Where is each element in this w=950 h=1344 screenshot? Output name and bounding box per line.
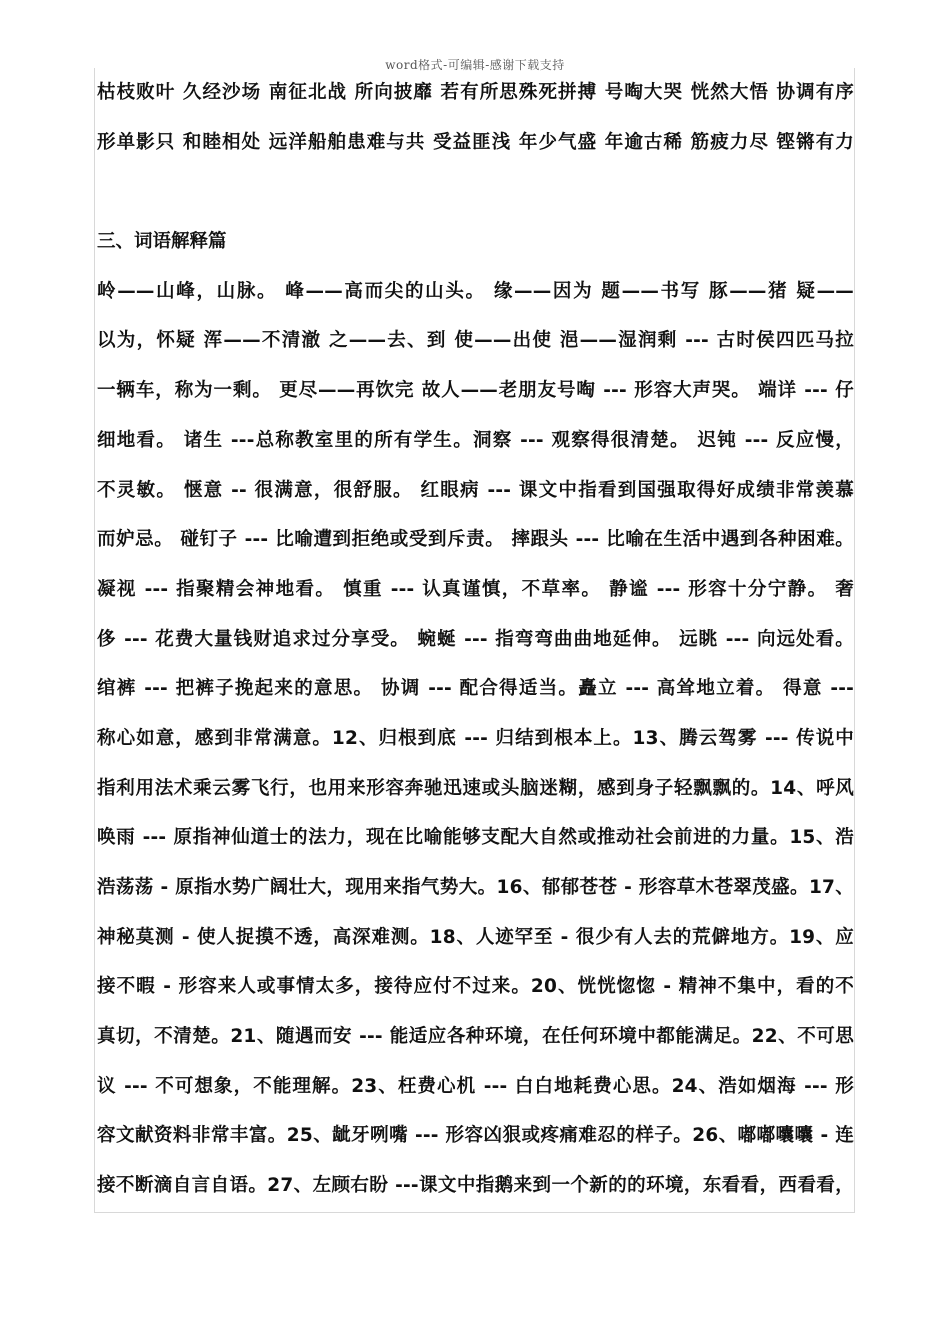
definition-line: 绾裤 --- 把裤子挽起来的意思。 协调 --- 配合得适当。矗立 --- 高耸地立着。 得意 --- (97, 678, 854, 700)
definition-line: 以为，怀疑 浑——不清澈 之——去、到 使——出使 浥——湿润剩 --- 古时侯四匹马拉 (97, 330, 854, 352)
definition-line: 而妒忌。 碰钉子 --- 比喻遭到拒绝或受到斥责。 摔跟头 --- 比喻在生活中遇到各种困难。 (97, 529, 854, 551)
definition-line: 一辆车，称为一剩。 更尽——再饮完 故人——老朋友号啕 --- 形容大声哭。 端详 --- 仔 (97, 380, 854, 402)
document-body (97, 68, 854, 1211)
definition-line: 称心如意，感到非常满意。12、归根到底 --- 归结到根本上。13、腾云驾雾 --- 传说中 (97, 727, 854, 749)
definition-line: 侈 --- 花费大量钱财追求过分享受。 蜿蜒 --- 指弯弯曲曲地延伸。 远眺 --- 向远处看。 (97, 628, 854, 650)
definition-line: 岭——山峰，山脉。 峰——高而尖的山头。 缘——因为 题——书写 豚——猪 疑—— (97, 280, 854, 302)
definition-line: 唤雨 --- 原指神仙道士的法力，现在比喻能够支配大自然或推动社会前进的力量。15、浩 (97, 827, 854, 849)
idiom-line: 形单影只 和睦相处 远洋船舶患难与共 受益匪浅 年少气盛 年逾古稀 筋疲力尽 铿锵有力 (97, 131, 854, 153)
definition-line: 细地看。 诸生 ---总称教室里的所有学生。洞察 --- 观察得很清楚。 迟钝 --- 反应慢， (97, 429, 854, 451)
definition-line: 议 --- 不可想象，不能理解。23、枉费心机 --- 白白地耗费心思。24、浩如烟海 --- 形 (97, 1075, 854, 1097)
page-header: word格式-可编辑-感谢下载支持 (385, 58, 565, 72)
definition-line: 神秘莫测 - 使人捉摸不透，高深难测。18、人迹罕至 - 很少有人去的荒僻地方。19、应 (97, 926, 854, 948)
definition-line: 容文献资料非常丰富。25、龇牙咧嘴 --- 形容凶狠或疼痛难忍的样子。26、嘟嘟囔囔 - 连 (97, 1125, 854, 1147)
definition-line: 真切，不清楚。21、随遇而安 --- 能适应各种环境，在任何环境中都能满足。22、不可思 (97, 1026, 854, 1048)
idiom-line: 枯枝败叶 久经沙场 南征北战 所向披靡 若有所思殊死拼搏 号啕大哭 恍然大悟 协调有序 (97, 82, 854, 103)
definition-line: 凝视 --- 指聚精会神地看。 慎重 --- 认真谨慎，不草率。 静谧 --- 形容十分宁静。 奢 (97, 578, 854, 600)
definition-line: 不灵敏。 惬意 -- 很满意，很舒服。 红眼病 --- 课文中指看到国强取得好成绩非常羡慕 (97, 479, 854, 501)
section-heading: 三、词语解释篇 (97, 231, 227, 253)
definition-line: 接不暇 - 形容来人或事情太多，接待应付不过来。20、恍恍惚惚 - 精神不集中，看的不 (97, 976, 854, 998)
definition-line: 浩荡荡 - 原指水势广阔壮大，现用来指气势大。16、郁郁苍苍 - 形容草木苍翠茂盛。17、 (97, 877, 854, 898)
blank-line (97, 167, 854, 217)
definition-line: 指利用法术乘云雾飞行，也用来形容奔驰迅速或头脑迷糊，感到身子轻飘飘的。14、呼风 (97, 777, 854, 799)
definition-line: 接不断滴自言自语。27、左顾右盼 ---课文中指鹅来到一个新的的环境，东看看，西看看， (97, 1175, 854, 1197)
